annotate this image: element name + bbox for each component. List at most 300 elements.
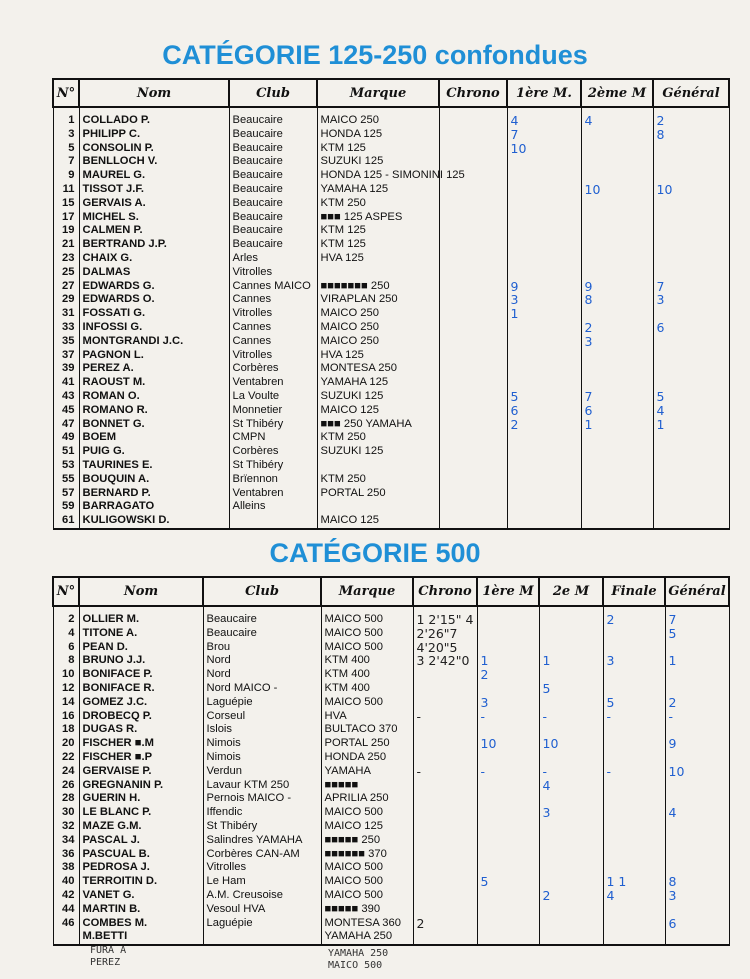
table-cell: 2'26"7	[413, 627, 477, 641]
table-cell: ■■■■■■■ 250	[317, 280, 439, 294]
table-cell: PAGNON L.	[79, 349, 229, 363]
table-cell	[539, 792, 603, 806]
table-cell: FISCHER ■.P	[79, 751, 203, 765]
table-cell: 1	[53, 107, 79, 128]
table-cell: KTM 400	[321, 668, 413, 682]
table-cell: 2	[477, 668, 539, 682]
table-row	[53, 765, 729, 779]
table-row	[53, 848, 729, 862]
table-row	[53, 903, 729, 917]
table-cell: MAICO 500	[321, 696, 413, 710]
table-cell: SUZUKI 125	[317, 445, 439, 459]
column-header: Général	[665, 577, 729, 606]
table-cell: KTM 125	[317, 142, 439, 156]
table-cell: YAMAHA	[321, 765, 413, 779]
table-cell: 1	[653, 418, 729, 432]
table-cell: 6	[581, 404, 653, 418]
table-cell: ■■■ 250 YAMAHA	[317, 418, 439, 432]
table-cell: MICHEL S.	[79, 211, 229, 225]
table-cell: 30	[53, 806, 79, 820]
table-row	[53, 362, 729, 376]
table-row	[53, 723, 729, 737]
table-cell: Islois	[203, 723, 321, 737]
table-cell	[413, 834, 477, 848]
table-cell	[653, 197, 729, 211]
table-cell	[653, 211, 729, 225]
table-cell	[581, 459, 653, 473]
table-cell	[477, 723, 539, 737]
table-cell	[665, 820, 729, 834]
table-cell: 25	[53, 266, 79, 280]
table-cell: 42	[53, 889, 79, 903]
table-cell: Beaucaire	[229, 169, 317, 183]
table-cell: 4	[539, 779, 603, 793]
table-cell: MAICO 500	[321, 627, 413, 641]
table-row	[53, 142, 729, 156]
table-cell: Vitrolles	[203, 861, 321, 875]
table-cell: 23	[53, 252, 79, 266]
table-cell: MONTGRANDI J.C.	[79, 335, 229, 349]
table-cell	[507, 349, 581, 363]
table-row	[53, 293, 729, 307]
table-cell: Beaucaire	[229, 224, 317, 238]
table-cell: M.BETTI	[79, 930, 203, 945]
table-cell: -	[413, 765, 477, 779]
table-cell: CHAIX G.	[79, 252, 229, 266]
table-cell	[581, 500, 653, 514]
table-cell	[603, 848, 665, 862]
table-cell	[539, 930, 603, 945]
table-cell: 39	[53, 362, 79, 376]
table-cell: 4	[507, 107, 581, 128]
table-cell	[539, 751, 603, 765]
table-cell: 61	[53, 514, 79, 529]
table-cell: 10	[665, 765, 729, 779]
table-cell: 37	[53, 349, 79, 363]
table-cell: PEAN D.	[79, 641, 203, 655]
table-row	[53, 861, 729, 875]
table-cell: 21	[53, 238, 79, 252]
table-cell: 3 2'42"0	[413, 654, 477, 668]
table-cell: Salindres YAMAHA	[203, 834, 321, 848]
table-cell: 29	[53, 293, 79, 307]
table-cell	[539, 820, 603, 834]
table-cell: HONDA 250	[321, 751, 413, 765]
table-cell: 5	[507, 390, 581, 404]
table-cell: 32	[53, 820, 79, 834]
table-cell: 5	[603, 696, 665, 710]
table-cell: 51	[53, 445, 79, 459]
table-cell: Ventabren	[229, 376, 317, 390]
table-cell	[653, 335, 729, 349]
table-cell: 41	[53, 376, 79, 390]
table-cell: -	[477, 710, 539, 724]
table-cell: 3	[539, 806, 603, 820]
table-cell: ROMANO R.	[79, 404, 229, 418]
table-cell: 3	[53, 128, 79, 142]
table-cell: 44	[53, 903, 79, 917]
table-cell: 49	[53, 431, 79, 445]
table-cell: ■■■■■	[321, 779, 413, 793]
table-cell	[581, 487, 653, 501]
table-row	[53, 376, 729, 390]
table-row	[53, 514, 729, 529]
table-cell: 7	[653, 280, 729, 294]
table-cell: MAICO 250	[317, 107, 439, 128]
table-cell: 17	[53, 211, 79, 225]
table-cell: 2	[507, 418, 581, 432]
table-cell	[581, 238, 653, 252]
table-cell: Vitrolles	[229, 266, 317, 280]
table-row	[53, 390, 729, 404]
table-cell: 4	[603, 889, 665, 903]
table-cell: 34	[53, 834, 79, 848]
table-cell	[581, 376, 653, 390]
table-cell: -	[603, 765, 665, 779]
table-cell	[653, 431, 729, 445]
table-cell	[581, 252, 653, 266]
table-cell	[439, 183, 507, 197]
table-cell	[439, 514, 507, 529]
table-cell	[539, 861, 603, 875]
table-row	[53, 875, 729, 889]
table-row	[53, 889, 729, 903]
table-cell	[603, 627, 665, 641]
table-cell: MAICO 500	[321, 806, 413, 820]
table-row	[53, 668, 729, 682]
table-cell: BULTACO 370	[321, 723, 413, 737]
table-cell: BOUQUIN A.	[79, 473, 229, 487]
table-cell: MAICO 500	[321, 606, 413, 627]
table-cell	[539, 848, 603, 862]
table-cell: 2	[603, 606, 665, 627]
table-cell: 1 1	[603, 875, 665, 889]
table-cell: BRUNO J.J.	[79, 654, 203, 668]
table-cell	[413, 806, 477, 820]
table-row	[53, 404, 729, 418]
table-cell: ■■■■■ 390	[321, 903, 413, 917]
table-cell: 3	[581, 335, 653, 349]
table-cell	[203, 930, 321, 945]
table-cell	[439, 197, 507, 211]
table-cell: Vitrolles	[229, 307, 317, 321]
footnote-right	[328, 948, 388, 972]
table-cell: 2	[413, 917, 477, 931]
table-cell: MONTESA 250	[317, 362, 439, 376]
table-cell: Brou	[203, 641, 321, 655]
table-cell	[477, 917, 539, 931]
table-cell	[439, 107, 507, 128]
column-header: 1ère M.	[507, 79, 581, 107]
table-cell: ■■■■■ 250	[321, 834, 413, 848]
table-cell: MAICO 250	[317, 321, 439, 335]
table-cell	[413, 861, 477, 875]
table-cell	[665, 668, 729, 682]
table-row	[53, 445, 729, 459]
table-cell	[439, 418, 507, 432]
table-cell	[439, 431, 507, 445]
table-cell	[539, 917, 603, 931]
table-cell	[665, 834, 729, 848]
table-cell: TERROITIN D.	[79, 875, 203, 889]
table-cell	[581, 211, 653, 225]
table-cell: 14	[53, 696, 79, 710]
table-cell	[413, 889, 477, 903]
table-cell	[507, 211, 581, 225]
table-cell: MAICO 500	[321, 861, 413, 875]
table-cell	[581, 473, 653, 487]
table-row	[53, 107, 729, 128]
table-cell: 10	[477, 737, 539, 751]
table-cell: TISSOT J.F.	[79, 183, 229, 197]
table-cell	[477, 889, 539, 903]
table-cell	[477, 792, 539, 806]
table-cell: 9	[581, 280, 653, 294]
table-cell	[665, 930, 729, 945]
table-cell: CALMEN P.	[79, 224, 229, 238]
table-cell: APRILIA 250	[321, 792, 413, 806]
table-cell	[539, 668, 603, 682]
table-cell: 4	[665, 806, 729, 820]
table-row	[53, 183, 729, 197]
table-cell: YAMAHA 125	[317, 376, 439, 390]
table-row	[53, 169, 729, 183]
table-cell	[477, 627, 539, 641]
table-cell	[653, 445, 729, 459]
table-cell	[539, 875, 603, 889]
table-cell: 8	[53, 654, 79, 668]
table-cell	[413, 696, 477, 710]
table-cell	[539, 627, 603, 641]
table-cell: GREGNANIN P.	[79, 779, 203, 793]
table-header	[53, 79, 729, 107]
table-cell: INFOSSI G.	[79, 321, 229, 335]
table-cell	[581, 349, 653, 363]
table-cell: KTM 400	[321, 654, 413, 668]
table-cell: MAICO 250	[317, 335, 439, 349]
table-cell	[653, 155, 729, 169]
table-cell	[317, 459, 439, 473]
column-header: Chrono	[439, 79, 507, 107]
table-cell	[439, 335, 507, 349]
table-cell	[507, 459, 581, 473]
table-cell: Cannes	[229, 321, 317, 335]
table-cell: 33	[53, 321, 79, 335]
table-cell	[413, 682, 477, 696]
table-cell: TITONE A.	[79, 627, 203, 641]
table-cell	[317, 266, 439, 280]
table-cell: MAICO 125	[321, 820, 413, 834]
table-cell: FISCHER ■.M	[79, 737, 203, 751]
table-cell: 6	[507, 404, 581, 418]
table-cell: Beaucaire	[229, 142, 317, 156]
table-cell: KTM 250	[317, 473, 439, 487]
table-cell: -	[477, 765, 539, 779]
table-cell	[603, 792, 665, 806]
table-cell	[507, 238, 581, 252]
table-cell	[665, 723, 729, 737]
table-row	[53, 473, 729, 487]
table-cell: 2	[665, 696, 729, 710]
table-cell: BERNARD P.	[79, 487, 229, 501]
table-cell	[603, 682, 665, 696]
column-header: Club	[203, 577, 321, 606]
table-cell: 10	[507, 142, 581, 156]
table-cell: 7	[665, 606, 729, 627]
table-cell: Cannes	[229, 293, 317, 307]
table-cell	[439, 155, 507, 169]
table-cell: 19	[53, 224, 79, 238]
table-cell: MARTIN B.	[79, 903, 203, 917]
table-cell: 55	[53, 473, 79, 487]
table-cell	[603, 930, 665, 945]
table-cell	[507, 473, 581, 487]
table-row	[53, 834, 729, 848]
table-row	[53, 128, 729, 142]
table-cell: KTM 400	[321, 682, 413, 696]
table-cell	[539, 641, 603, 655]
table-cell: 16	[53, 710, 79, 724]
table-cell: Nimois	[203, 751, 321, 765]
table-cell	[439, 252, 507, 266]
table-cell: Corbères	[229, 362, 317, 376]
table-cell: 59	[53, 500, 79, 514]
table-cell: Arles	[229, 252, 317, 266]
table-cell	[653, 252, 729, 266]
table-cell: 1 2'15" 4	[413, 606, 477, 627]
table-cell: Beaucaire	[229, 155, 317, 169]
table-cell: 5	[477, 875, 539, 889]
column-header: Club	[229, 79, 317, 107]
table-cell: Vitrolles	[229, 349, 317, 363]
table-row	[53, 197, 729, 211]
table-row	[53, 211, 729, 225]
table-cell	[439, 473, 507, 487]
table-cell: BARRAGATO	[79, 500, 229, 514]
table-cell: TAURINES E.	[79, 459, 229, 473]
table-cell	[507, 514, 581, 529]
table-cell	[439, 224, 507, 238]
section2-title: CATÉGORIE 500	[269, 538, 481, 568]
table-cell	[603, 737, 665, 751]
table-cell: 45	[53, 404, 79, 418]
table-cell: 38	[53, 861, 79, 875]
table-cell	[603, 903, 665, 917]
table-row	[53, 431, 729, 445]
table-cell: MAICO 500	[321, 875, 413, 889]
table-cell: 10	[653, 183, 729, 197]
table-cell: Pernois MAICO -	[203, 792, 321, 806]
table-cell	[413, 668, 477, 682]
table-cell	[653, 238, 729, 252]
table-row	[53, 155, 729, 169]
column-header: Nom	[79, 577, 203, 606]
table-cell	[507, 155, 581, 169]
table-header	[53, 577, 729, 606]
table-row	[53, 459, 729, 473]
table-cell	[581, 362, 653, 376]
table-cell: RAOUST M.	[79, 376, 229, 390]
table-cell: St Thibéry	[229, 418, 317, 432]
column-header: N°	[53, 79, 79, 107]
table-row	[53, 321, 729, 335]
table-cell: ■■■■■■ 370	[321, 848, 413, 862]
table-cell: COLLADO P.	[79, 107, 229, 128]
table-row	[53, 266, 729, 280]
table-cell: GUERIN H.	[79, 792, 203, 806]
column-header: 1ère M	[477, 577, 539, 606]
table-cell	[439, 404, 507, 418]
table-cell	[603, 917, 665, 931]
table-cell: HONDA 125	[317, 128, 439, 142]
table-row	[53, 487, 729, 501]
table-cell	[439, 211, 507, 225]
footnote-line: FURA A	[90, 945, 127, 956]
table-cell: KULIGOWSKI D.	[79, 514, 229, 529]
column-header: N°	[53, 577, 79, 606]
table-cell: YAMAHA 125	[317, 183, 439, 197]
table-cell	[477, 751, 539, 765]
table-cell: 43	[53, 390, 79, 404]
table-cell	[439, 238, 507, 252]
table-cell	[413, 779, 477, 793]
table-row	[53, 280, 729, 294]
table-cell: EDWARDS G.	[79, 280, 229, 294]
table-cell	[581, 128, 653, 142]
table-cell: 22	[53, 751, 79, 765]
table-cell: 8	[665, 875, 729, 889]
table-cell: YAMAHA 250	[321, 930, 413, 945]
table-cell: 2	[53, 606, 79, 627]
table-cell: BONNET G.	[79, 418, 229, 432]
table-cell: PASCAL J.	[79, 834, 203, 848]
table-cell: GOMEZ J.C.	[79, 696, 203, 710]
table-cell: 2	[539, 889, 603, 903]
table-cell: 3	[603, 654, 665, 668]
table-cell: 1	[477, 654, 539, 668]
table-cell: 24	[53, 765, 79, 779]
table-row	[53, 751, 729, 765]
table-cell: PEREZ A.	[79, 362, 229, 376]
table-cell	[413, 737, 477, 751]
table-cell: Corbères CAN-AM	[203, 848, 321, 862]
table-cell: VIRAPLAN 250	[317, 293, 439, 307]
table-cell: MAICO 125	[317, 514, 439, 529]
table-cell	[439, 321, 507, 335]
table-cell: Brïennon	[229, 473, 317, 487]
table-cell: 9	[53, 169, 79, 183]
table-cell	[603, 668, 665, 682]
table-cell	[539, 723, 603, 737]
table-cell: 2	[581, 321, 653, 335]
table-cell: PORTAL 250	[321, 737, 413, 751]
table-cell	[477, 848, 539, 862]
table-cell	[507, 266, 581, 280]
table-cell	[603, 641, 665, 655]
column-header: Général	[653, 79, 729, 107]
table-cell: Ventabren	[229, 487, 317, 501]
table-row	[53, 252, 729, 266]
table-cell: Vesoul HVA	[203, 903, 321, 917]
table-cell	[477, 820, 539, 834]
table-cell: 7	[53, 155, 79, 169]
table-cell: HVA 125	[317, 349, 439, 363]
table-cell	[439, 487, 507, 501]
table-cell: 7	[507, 128, 581, 142]
table-cell: HONDA 125 - SIMONINI 125	[317, 169, 439, 183]
table-cell	[477, 682, 539, 696]
table-cell	[581, 224, 653, 238]
